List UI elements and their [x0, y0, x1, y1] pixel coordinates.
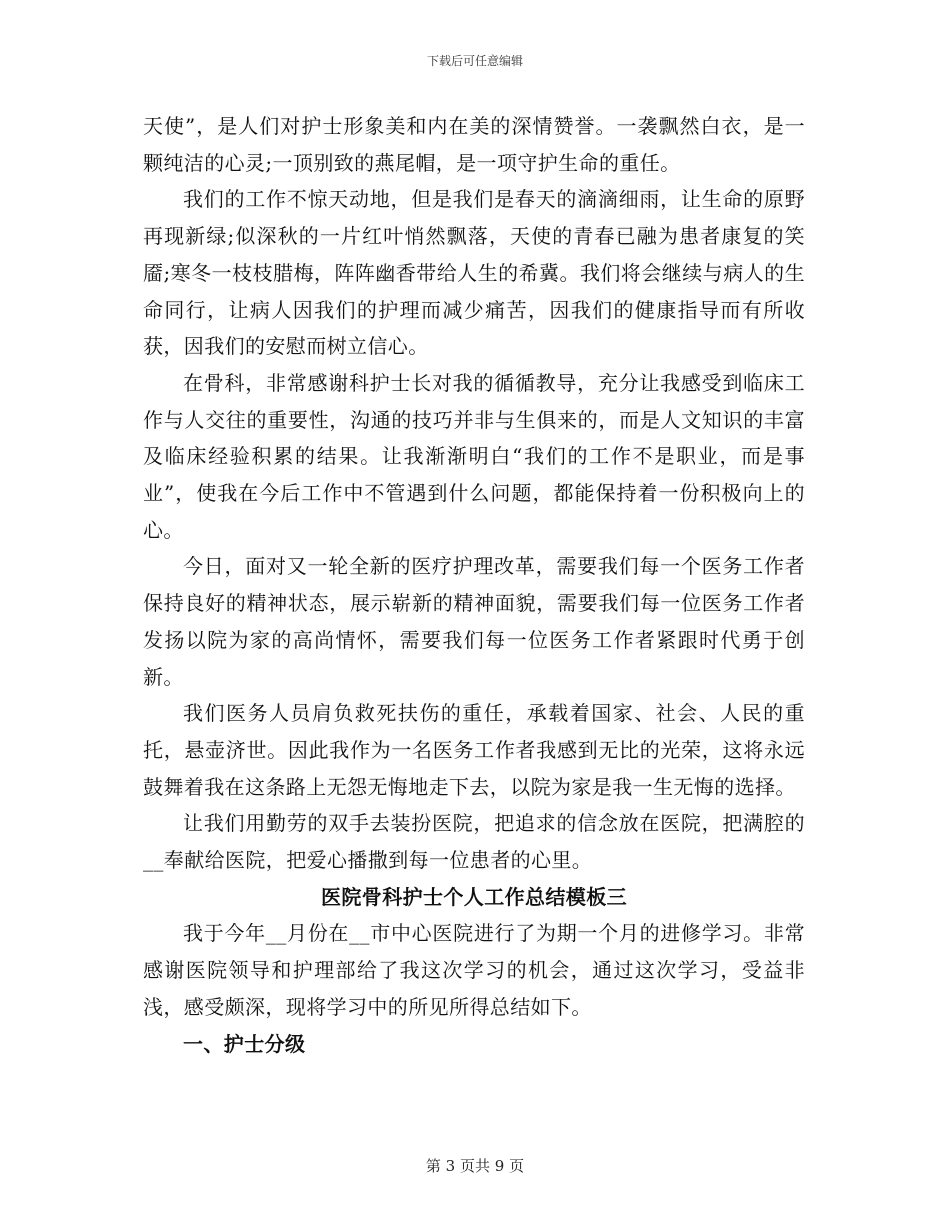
- paragraph-6: 让我们用勤劳的双手去装扮医院，把追求的信念放在医院，把满腔的__奉献给医院，把爱心播撒到每一位患者的心里。: [143, 811, 805, 873]
- paragraph-5: 我们医务人员肩负救死扶伤的重任，承载着国家、社会、人民的重托，悬壶济世。因此我作为一名医务工作者我感到无比的光荣，这将永远鼓舞着我在这条路上无怨无悔地走下去，以院为家是我一生无悔的选择。: [143, 701, 805, 799]
- section-title: 医院骨科护士个人工作总结模板三: [321, 884, 627, 909]
- paragraph-4: 今日，面对又一轮全新的医疗护理改革，需要我们每一个医务工作者保持良好的精神状态，展示崭新的精神面貌，需要我们每一位医务工作者发扬以院为家的高尚情怀，需要我们每一位医务工作者紧跟时代勇于创新。: [143, 554, 805, 689]
- page-header: 下载后可任意编辑: [426, 54, 523, 68]
- paragraph-1: 天使”，是人们对护士形象美和内在美的深情赞誉。一袭飘然白衣，是一颗纯洁的心灵;一顶别致的燕尾帽，是一项守护生命的重任。: [143, 114, 805, 175]
- paragraph-2: 我们的工作不惊天动地，但是我们是春天的滴滴细雨，让生命的原野再现新绿;似深秋的一片红叶悄然飘落，天使的青春已融为患者康复的笑靥;寒冬一枝枝腊梅，阵阵幽香带给人生的希冀。我们将会继续与病人的生命同行，让病人因我们的护理而减少痛苦，因我们的健康指导而有所收获，因我们的安慰而树立信心。: [143, 187, 805, 359]
- subheading: 一、护士分级: [183, 1031, 306, 1056]
- page-content: [143, 108, 805, 1062]
- paragraph-3: 在骨科，非常感谢科护士长对我的循循教导，充分让我感受到临床工作与人交往的重要性，沟通的技巧并非与生俱来的，而是人文知识的丰富及临床经验积累的结果。让我渐渐明白“我们的工作不是职业，而是事业”，使我在今后工作中不管遇到什么问题，都能保持着一份积极向上的心。: [143, 370, 805, 542]
- paragraph-7: 我于今年__月份在__市中心医院进行了为期一个月的进修学习。非常感谢医院领导和护理部给了我这次学习的机会，通过这次学习，受益非浅，感受颇深，现将学习中的所见所得总结如下。: [143, 921, 805, 1019]
- page-footer: 第 3 页共 9 页: [425, 1157, 525, 1175]
